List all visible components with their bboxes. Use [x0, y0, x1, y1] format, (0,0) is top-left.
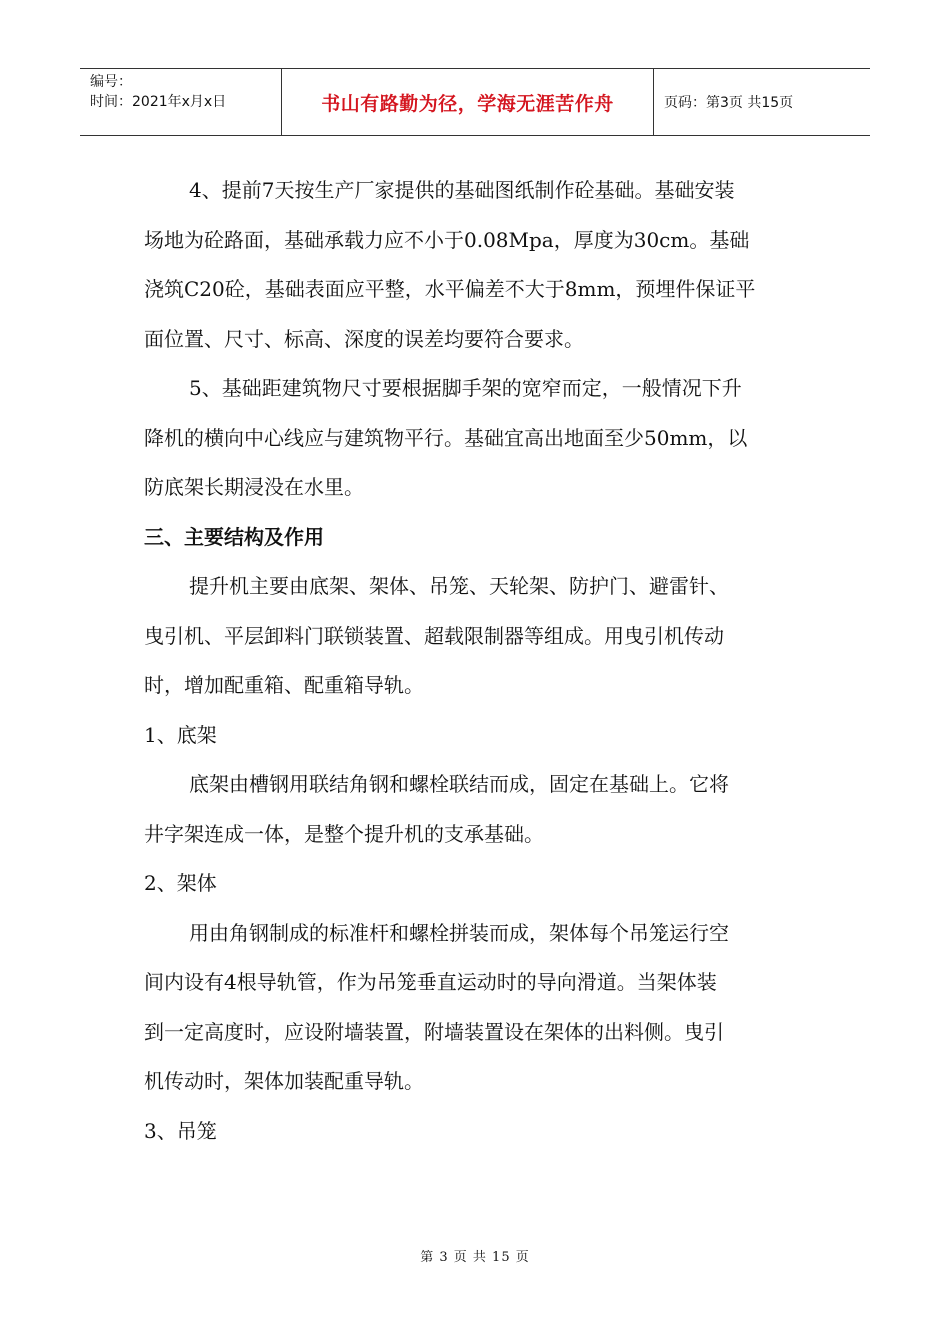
header-page-info: 页码：第3页 共15页 — [664, 95, 794, 111]
document-time-label: 时间：2021年x月x日 — [90, 94, 227, 110]
paragraph-line: 4、提前7天按生产厂家提供的基础图纸制作砼基础。基础安装 — [189, 178, 735, 202]
document-body — [144, 166, 814, 1156]
paragraph-line: 5、基础距建筑物尺寸要根据脚手架的宽窄而定，一般情况下升 — [189, 376, 742, 400]
page-footer: 第 3 页 共 15 页 — [420, 1250, 530, 1265]
paragraph-line: 底架由槽钢用联结角钢和螺栓联结而成，固定在基础上。它将 — [189, 772, 729, 796]
paragraph-line: 井字架连成一体，是整个提升机的支承基础。 — [144, 821, 544, 846]
header-meta-cell — [80, 69, 282, 135]
paragraph-line: 用由角钢制成的标准杆和螺栓拼装而成，架体每个吊笼运行空 — [189, 920, 729, 945]
paragraph-line: 时，增加配重箱、配重箱导轨。 — [144, 673, 424, 697]
paragraph-line: 曳引机、平层卸料门联锁装置、超载限制器等组成。用曳引机传动 — [144, 623, 724, 648]
subsection-heading: 1、底架 — [144, 722, 217, 747]
paragraph-line: 提升机主要由底架、架体、吊笼、天轮架、防护门、避雷针、 — [189, 574, 729, 598]
paragraph-line: 到一定高度时，应设附墙装置，附墙装置设在架体的出料侧。曳引 — [144, 1019, 724, 1044]
subsection-heading: 3、吊笼 — [144, 1118, 217, 1143]
paragraph-line: 场地为砼路面，基础承载力应不小于0.08Mpa，厚度为30cm。基础 — [144, 227, 750, 252]
header-motto: 书山有路勤为径，学海无涯苦作舟 — [282, 69, 654, 135]
paragraph-line: 浇筑C20砼，基础表面应平整，水平偏差不大于8mm，预埋件保证平 — [144, 277, 756, 301]
paragraph-line: 面位置、尺寸、标高、深度的误差均要符合要求。 — [144, 326, 584, 351]
paragraph-line: 机传动时，架体加装配重导轨。 — [144, 1069, 424, 1093]
document-number-label: 编号： — [90, 74, 132, 90]
paragraph-line: 间内设有4根导轨管，作为吊笼垂直运动时的导向滑道。当架体装 — [144, 970, 717, 994]
section-heading: 三、主要结构及作用 — [144, 524, 324, 549]
subsection-heading: 2、架体 — [144, 871, 217, 895]
paragraph-line: 防底架长期浸没在水里。 — [144, 475, 364, 499]
document-header — [80, 68, 870, 136]
paragraph-line: 降机的横向中心线应与建筑物平行。基础宜高出地面至少50mm，以 — [144, 425, 748, 450]
